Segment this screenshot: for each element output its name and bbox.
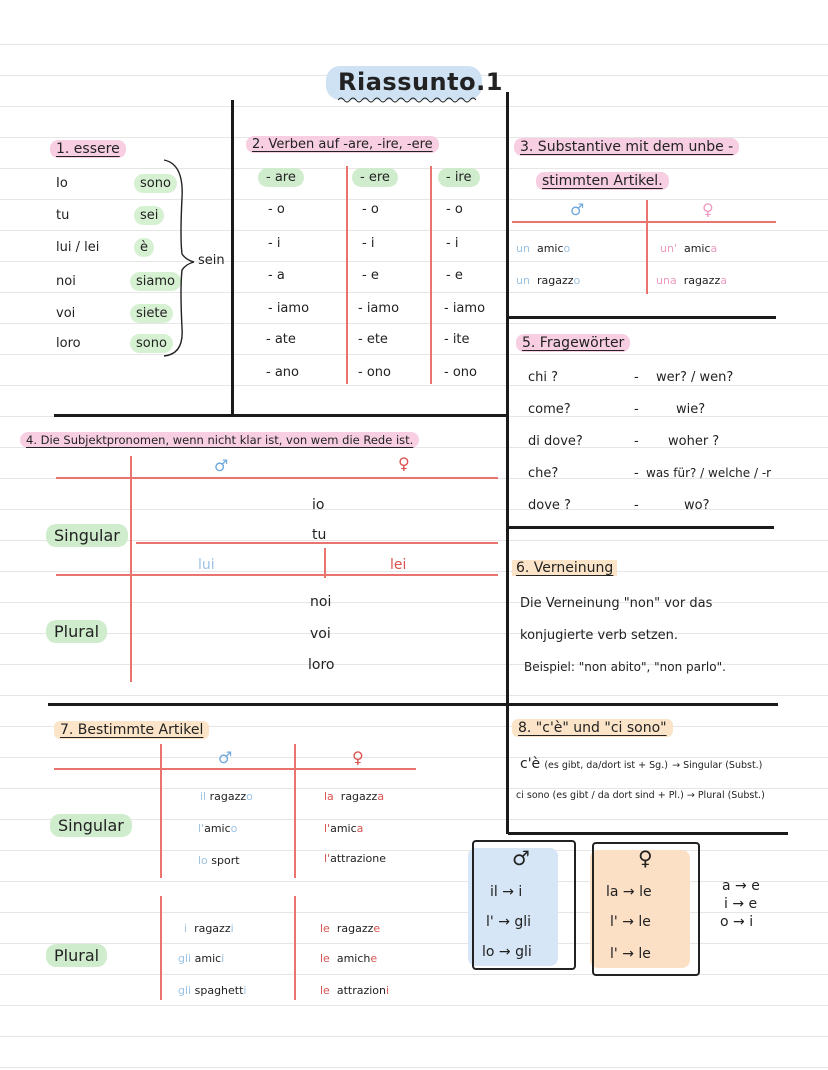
sec7-heading: 7. Bestimmte Artikel xyxy=(54,722,209,738)
verb-form: sono xyxy=(130,334,173,353)
box-rule: l' → le xyxy=(610,946,651,962)
article-row: gli amici xyxy=(178,952,225,965)
translation: wie? xyxy=(676,402,706,417)
sec7-v-line-4 xyxy=(294,896,296,1000)
ending: - o xyxy=(268,202,285,217)
sec6-line-1: Die Verneinung "non" vor das xyxy=(520,596,713,611)
translation: wo? xyxy=(684,498,710,513)
title-squiggle xyxy=(338,96,478,104)
article-row: l'amica xyxy=(324,822,364,835)
sec6-heading: 6. Verneinung xyxy=(512,560,617,576)
male-icon: ♂ xyxy=(512,846,530,870)
divider-v-1 xyxy=(231,100,234,416)
divider-h-4 xyxy=(48,703,778,706)
article-row: il ragazzo xyxy=(200,790,253,803)
box-rule: la → le xyxy=(606,884,652,900)
sec7-h-line xyxy=(54,768,416,770)
divider-v-2 xyxy=(506,92,509,834)
ending: - o xyxy=(446,202,463,217)
pronoun: tu xyxy=(56,208,70,223)
sec6-line-3: Beispiel: "non abito", "non parlo". xyxy=(524,660,726,674)
article-row: l'attrazione xyxy=(324,852,387,865)
ending: - ite xyxy=(444,332,470,347)
pronoun: lui / lei xyxy=(56,240,100,255)
sec7-singular-label: Singular xyxy=(50,814,132,837)
ending: - i xyxy=(268,236,281,251)
female-icon: ♀ xyxy=(702,200,714,219)
ending: - ete xyxy=(358,332,388,347)
box-rule: il → i xyxy=(490,884,523,900)
dash: - xyxy=(634,466,639,481)
pronoun: noi xyxy=(56,274,76,289)
divider-h-1 xyxy=(54,414,508,417)
sec1-heading: 1. essere xyxy=(50,140,126,158)
article-row: gli spaghetti xyxy=(178,984,247,997)
ending: - iamo xyxy=(444,301,486,316)
female-icon: ♀ xyxy=(638,846,653,870)
ending: - ano xyxy=(266,365,299,380)
translation: wer? / wen? xyxy=(656,370,734,385)
article-row: le ragazze xyxy=(320,922,381,935)
pronoun-tu: tu xyxy=(312,527,327,543)
translation: woher ? xyxy=(668,434,720,449)
sec4-plural-label: Plural xyxy=(46,620,107,643)
sec2-col-header: - ire xyxy=(438,168,480,187)
sec3-heading-line2: stimmten Artikel. xyxy=(536,172,669,190)
sec2-heading: 2. Verben auf -are, -ire, -ere xyxy=(246,136,439,153)
divider-h-2 xyxy=(508,316,776,319)
article-row: l'amico xyxy=(198,822,238,835)
box-rule: l' → gli xyxy=(486,914,532,930)
article-row: la ragazza xyxy=(324,790,385,803)
pronoun-voi: voi xyxy=(310,626,331,642)
pronoun-lui: lui xyxy=(198,557,215,573)
pronoun: Io xyxy=(56,176,68,191)
ending: - a xyxy=(268,268,285,283)
dash: - xyxy=(634,434,639,449)
question-word: come? xyxy=(528,402,571,417)
ending: - i xyxy=(362,236,375,251)
sec3-v-line xyxy=(646,200,648,294)
sec6-line-2: konjugierte verb setzen. xyxy=(520,628,679,643)
ending: - e xyxy=(362,268,379,283)
pronoun: loro xyxy=(56,336,81,351)
sec7-v-line-1 xyxy=(160,744,162,878)
verb-form: siete xyxy=(130,304,173,323)
sec4-heading: 4. Die Subjektpronomen, wenn nicht klar ist, von wem die Rede ist. xyxy=(20,432,419,448)
sec2-col-header: - ere xyxy=(352,168,398,187)
box-rule: lo → gli xyxy=(482,944,532,960)
sec3-h-line xyxy=(512,221,776,223)
sec8-line-2: ci sono (es gibt / da dort sind + Pl.) → Plural (Subst.) xyxy=(516,790,765,801)
ending: - iamo xyxy=(268,301,310,316)
sec7-v-line-2 xyxy=(294,744,296,878)
sec4-h-line-1 xyxy=(56,477,498,479)
vowel-rule: o → i xyxy=(720,914,754,930)
sec2-col-line-1 xyxy=(346,166,348,384)
article-row: un amico xyxy=(516,242,571,255)
translation: was für? / welche / -r xyxy=(646,466,772,480)
pronoun-loro: loro xyxy=(308,657,335,673)
sec3-heading-line1: 3. Substantive mit dem unbe - xyxy=(514,138,739,156)
sec2-col-header: - are xyxy=(258,168,304,187)
sec5-heading: 5. Fragewörter xyxy=(516,334,630,352)
ending: - ono xyxy=(444,365,477,380)
article-row: le amiche xyxy=(320,952,378,965)
article-row: i ragazzi xyxy=(184,922,234,935)
verb-form: sono xyxy=(134,174,177,193)
pronoun-noi: noi xyxy=(310,594,332,610)
article-row: una ragazza xyxy=(656,274,727,287)
sec4-singular-label: Singular xyxy=(46,524,128,547)
box-rule: l' → le xyxy=(610,914,651,930)
article-row: un' amica xyxy=(660,242,718,255)
question-word: che? xyxy=(528,466,559,481)
sec4-v-line-1 xyxy=(130,456,132,682)
sec7-plural-label: Plural xyxy=(46,944,107,967)
brace-label: sein xyxy=(198,253,225,268)
female-icon: ♀ xyxy=(398,454,410,473)
sec8-line-1: c'è (es gibt, da/dort ist + Sg.) → Singular (Subst.) xyxy=(520,756,763,772)
ending: - iamo xyxy=(358,301,400,316)
pronoun-io: io xyxy=(312,497,325,513)
ending: - ate xyxy=(266,332,296,347)
divider-h-5 xyxy=(508,832,788,835)
dash: - xyxy=(634,402,639,417)
article-row: un ragazzo xyxy=(516,274,581,287)
page-title: Riassunto.1 xyxy=(338,68,503,96)
sec4-v-line-2 xyxy=(324,548,326,578)
divider-h-3 xyxy=(508,526,774,529)
verb-form: siamo xyxy=(130,272,181,291)
article-row: lo sport xyxy=(198,854,240,867)
vowel-rule: a → e xyxy=(722,878,760,894)
question-word: chi ? xyxy=(528,370,559,385)
ending: - e xyxy=(446,268,463,283)
ending: - i xyxy=(446,236,459,251)
sec2-col-line-2 xyxy=(430,166,432,384)
question-word: dove ? xyxy=(528,498,571,513)
ending: - o xyxy=(362,202,379,217)
sec8-heading: 8. "c'è" und "ci sono" xyxy=(512,720,673,736)
dash: - xyxy=(634,498,639,513)
verb-form: è xyxy=(134,238,154,257)
pronoun: voi xyxy=(56,306,76,321)
vowel-rule: i → e xyxy=(724,896,758,912)
female-icon: ♀ xyxy=(352,748,364,767)
pronoun-lei: lei xyxy=(390,557,407,573)
verb-form: sei xyxy=(134,206,164,225)
article-row: le attrazioni xyxy=(320,984,390,997)
question-word: di dove? xyxy=(528,434,583,449)
male-icon: ♂ xyxy=(218,748,233,767)
ending: - ono xyxy=(358,365,391,380)
brace-icon xyxy=(160,158,200,358)
male-icon: ♂ xyxy=(214,456,229,475)
male-icon: ♂ xyxy=(570,200,585,219)
dash: - xyxy=(634,370,639,385)
sec7-v-line-3 xyxy=(160,896,162,1000)
sec4-h-line-3 xyxy=(56,574,498,576)
